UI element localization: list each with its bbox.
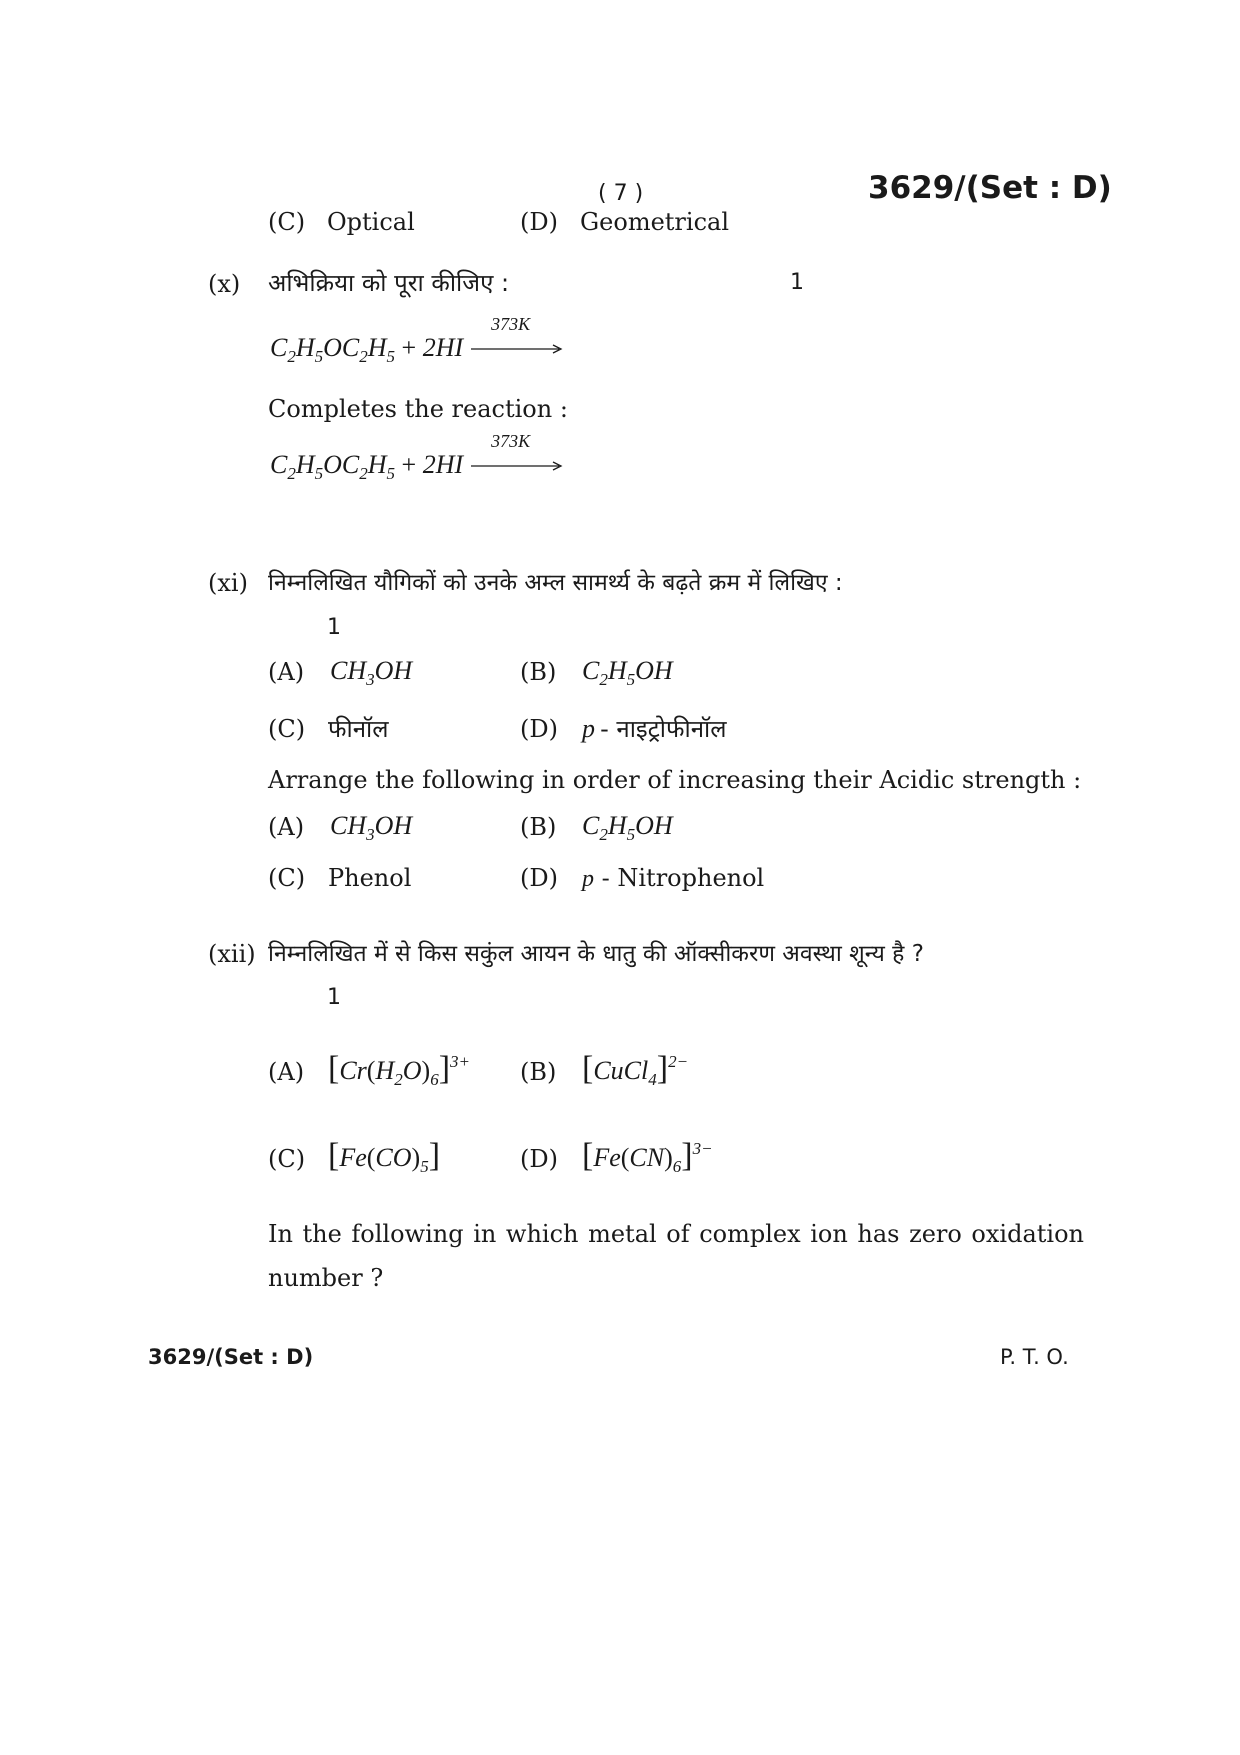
xi-eng-option-c: Phenol (328, 864, 412, 892)
xi-eng-option-d-text: - Nitrophenol (601, 864, 765, 892)
reaction-arrow-2 (469, 431, 569, 473)
xi-hindi-label-b: (B) (520, 658, 557, 686)
footer-set-code: 3629/(Set : D) (148, 1345, 314, 1369)
xi-eng-label-c: (C) (268, 864, 306, 892)
option-c-text: Optical (327, 208, 415, 236)
xii-label-c: (C) (268, 1145, 306, 1173)
question-xii-english-line2: number ? (268, 1264, 384, 1292)
xi-eng-option-d (582, 864, 764, 893)
question-xii-english-line1: In the following in which metal of complex ion has zero oxidation (268, 1220, 1084, 1248)
page-number: ( 7 ) (598, 181, 644, 206)
question-xi-hindi: निम्नलिखित यौगिकों को उनके अम्ल सामर्थ्य के बढ़ते क्रम में लिखिए : (268, 570, 843, 596)
xii-option-d: $[Fe(CN)_6]^{3-}$ (582, 1137, 713, 1176)
question-xi-english: Arrange the following in order of increasing their Acidic strength : (268, 766, 1082, 794)
question-x-marks: 1 (790, 270, 804, 295)
xi-hindi-option-d-text: - नाइट्रोफीनॉल (600, 715, 727, 743)
xi-hindi-option-c: फीनॉल (328, 715, 389, 743)
question-xii-marks: 1 (327, 985, 341, 1010)
question-xii-hindi: निम्नलिखित में से किस सकुंल आयन के धातु की ऑक्सीकरण अवस्था शून्य है ? (268, 941, 924, 967)
reaction-condition: 373K (491, 314, 531, 334)
xi-eng-label-d: (D) (520, 864, 558, 892)
reaction-equation-english: $C_2H_5OC_2H_5 + 2HI$ 373K (270, 450, 569, 480)
xii-label-d: (D) (520, 1145, 558, 1173)
xi-hindi-option-b: $C_2H_5OH$ (582, 656, 673, 689)
xii-option-b: [CuCl$_4$]$^{2-}$ (582, 1050, 689, 1089)
reaction-equation-hindi: $C_2H_5OC_2H_5 + 2HI$ 373K (270, 333, 569, 363)
reaction-arrow (469, 314, 569, 356)
xi-eng-option-d-prefix: p (582, 866, 594, 892)
question-x-english: Completes the reaction : (268, 395, 568, 423)
footer-pto: P. T. O. (1000, 1345, 1069, 1369)
option-d-label: (D) (520, 208, 558, 236)
xi-hindi-option-a: $CH_3OH$ (330, 656, 413, 689)
question-number-xii: (xii) (208, 940, 256, 968)
option-c-label: (C) (268, 208, 306, 236)
xi-hindi-label-a: (A) (268, 658, 305, 686)
xii-label-a: (A) (268, 1058, 305, 1086)
xi-hindi-option-d-prefix: p (582, 714, 595, 743)
xi-eng-option-a: $CH_3OH$ (330, 811, 413, 844)
xi-eng-option-b: $C_2H_5OH$ (582, 811, 673, 844)
reaction-condition-2: 373K (491, 431, 531, 451)
xii-option-c: $[Fe(CO)_5]$ (328, 1137, 441, 1176)
xi-eng-label-b: (B) (520, 813, 557, 841)
xi-hindi-label-c: (C) (268, 715, 306, 743)
question-number-x: (x) (208, 270, 241, 298)
xi-hindi-label-d: (D) (520, 715, 558, 743)
question-number-xi: (xi) (208, 569, 248, 597)
xi-hindi-option-d (582, 712, 727, 745)
xi-eng-label-a: (A) (268, 813, 305, 841)
question-xi-marks: 1 (327, 615, 341, 640)
xii-option-a: $[Cr(H_2O)_6]^{3+}$ (328, 1050, 471, 1089)
option-d-text: Geometrical (580, 208, 730, 236)
xii-label-b: (B) (520, 1058, 557, 1086)
question-x-hindi: अभिक्रिया को पूरा कीजिए : (268, 269, 510, 297)
set-code-header: 3629/(Set : D) (868, 170, 1112, 206)
